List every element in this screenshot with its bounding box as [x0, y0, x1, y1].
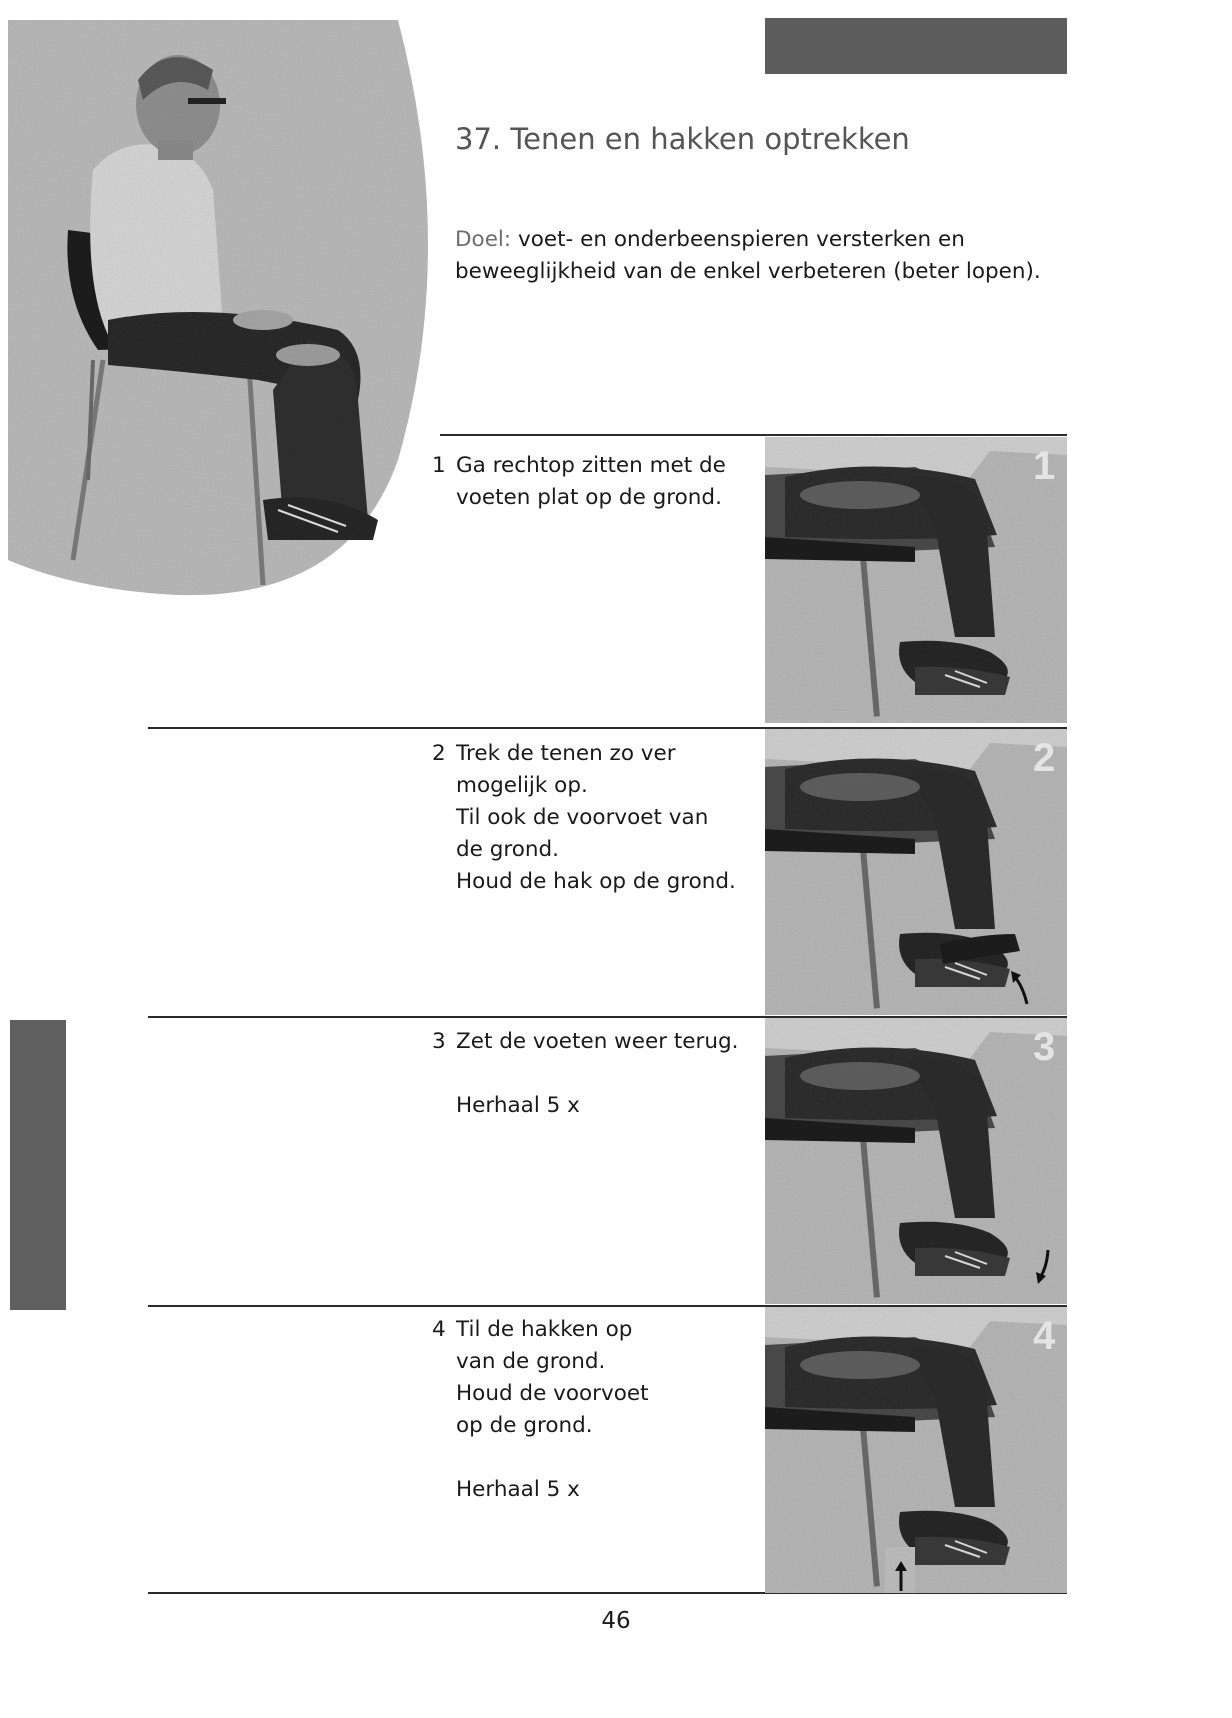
goal-text	[455, 224, 1055, 288]
step-line: Trek de tenen zo ver	[456, 741, 676, 766]
step-line: Zet de voeten weer terug.	[456, 1029, 739, 1054]
step-line: mogelijk op.	[456, 773, 588, 798]
goal-line-1: voet- en onderbeenspieren versterken en	[518, 227, 965, 252]
step-4	[432, 1314, 649, 1506]
step-line: Til ook de voorvoet van	[456, 805, 709, 830]
step-2	[432, 738, 736, 898]
goal-label: Doel:	[455, 227, 512, 252]
step-line: de grond.	[456, 837, 559, 862]
step-line: van de grond.	[456, 1349, 606, 1374]
step-2-photo	[765, 729, 1067, 1015]
step-line: Ga rechtop zitten met de	[456, 453, 726, 478]
step-line: op de grond.	[456, 1413, 593, 1438]
step-1	[432, 450, 726, 514]
header-tab	[765, 18, 1067, 74]
step-line: Houd de hak op de grond.	[456, 869, 736, 894]
step-badge: 2	[1033, 736, 1056, 780]
step-number: 2	[432, 741, 446, 766]
step-repeat: Herhaal 5 x	[456, 1477, 580, 1502]
step-badge: 4	[1033, 1314, 1056, 1358]
step-line: voeten plat op de grond.	[456, 485, 722, 510]
step-1-photo	[765, 437, 1067, 723]
step-repeat: Herhaal 5 x	[456, 1093, 580, 1118]
page-title: 37. Tenen en hakken optrekken	[455, 122, 910, 156]
step-badge: 3	[1033, 1025, 1056, 1069]
hero-photo-seated-man	[8, 20, 448, 600]
section-divider	[440, 434, 1067, 436]
step-3	[432, 1026, 738, 1122]
step-badge: 1	[1033, 444, 1056, 488]
step-number: 1	[432, 453, 446, 478]
step-line: Houd de voorvoet	[456, 1381, 649, 1406]
step-3-photo	[765, 1018, 1067, 1304]
goal-line-2: beweeglijkheid van de enkel verbeteren (beter lopen).	[455, 259, 1041, 284]
step-line: Til de hakken op	[456, 1317, 633, 1342]
step-number: 3	[432, 1029, 446, 1054]
side-tab	[10, 1020, 66, 1310]
page-number: 46	[601, 1608, 631, 1634]
step-number: 4	[432, 1317, 446, 1342]
step-4-photo	[765, 1307, 1067, 1593]
